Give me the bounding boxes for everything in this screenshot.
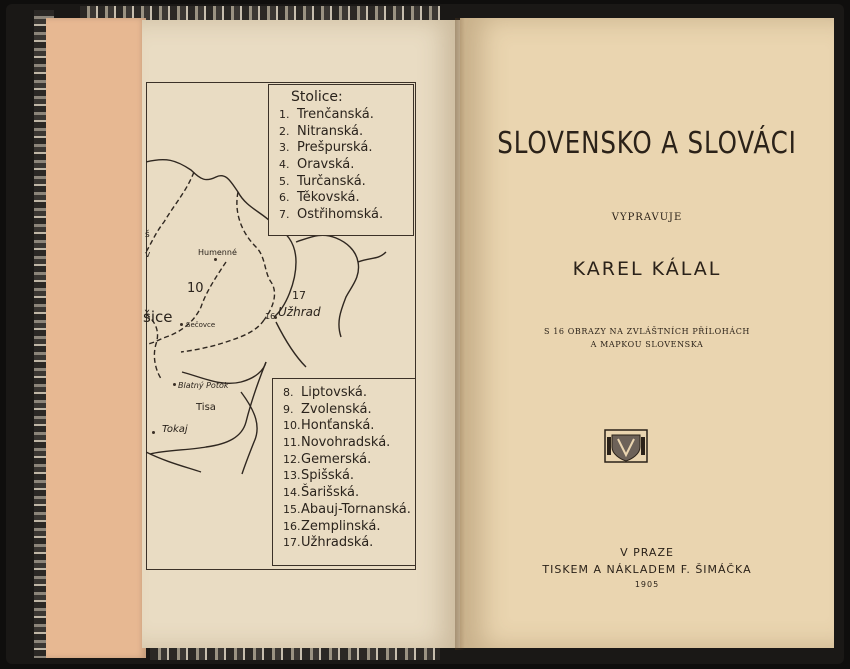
map-label-uzhrad: Užhrad (278, 305, 321, 319)
legend-county-item (283, 402, 411, 419)
author-name: KAREL KÁLAL (572, 258, 722, 280)
publisher-emblem-icon (604, 429, 648, 463)
legend-county-item (279, 174, 383, 191)
legend-county-item (279, 207, 383, 224)
legend-county-number: 11. (283, 436, 301, 450)
marbled-board-bottom (150, 646, 440, 660)
legend-county-item (283, 385, 411, 402)
legend-title: Stolice: (291, 89, 343, 105)
legend-county-name: Nitranská. (297, 123, 364, 139)
map-label-tisa: Tisa (196, 402, 216, 413)
map-label-region-17: 17 (292, 289, 306, 302)
map-label-secovce: Sečovce (186, 321, 216, 329)
legend-county-name: Těkovská. (297, 190, 360, 206)
imprint-city: V PRAZE (620, 546, 674, 559)
legend-county-name: Oravská. (297, 157, 355, 173)
legend-county-name: Gemerská. (301, 451, 372, 467)
border-line (271, 222, 296, 317)
map-town-dot (173, 383, 176, 386)
legend-county-name: Turčanská. (297, 173, 366, 189)
map-label-blatny-potok: Blatný Potok (178, 381, 229, 390)
legend-county-name: Zvolenská. (301, 401, 372, 417)
legend-county-number: 1. (279, 108, 290, 121)
legend-county-name: Prešpurská. (297, 140, 373, 156)
legend-county-item (279, 107, 383, 124)
legend-list (279, 107, 383, 224)
legend-list (283, 385, 411, 552)
book-title: SLOVENSKO A SLOVÁCI (497, 126, 797, 161)
legend-county-number: 6. (279, 191, 290, 205)
legend-county-number: 9. (283, 402, 294, 416)
legend-county-number: 16. (283, 519, 301, 533)
border-line (146, 160, 271, 222)
legend-county-item (283, 418, 411, 435)
legend-county-number: 8. (283, 386, 294, 399)
imprint-year: 1905 (634, 580, 660, 589)
legend-county-item (279, 190, 383, 207)
map-label-sice: šice (143, 308, 173, 326)
map-town-dot (180, 323, 183, 326)
legend-county-number: 5. (279, 174, 290, 188)
legend-county-name: Liptovská. (301, 385, 368, 400)
map-label-tokaj: Tokaj (162, 424, 188, 435)
map-town-dot (214, 258, 217, 261)
legend-county-name: Ostřihomská. (297, 207, 384, 223)
border-line (146, 172, 194, 252)
river-line (276, 322, 306, 367)
map-label-edge-s: š (145, 230, 150, 240)
legend-county-name: Trenčanská. (297, 107, 374, 122)
legend-county-name: Užhradská. (301, 535, 374, 551)
legend-county-name: Spišská. (301, 468, 355, 484)
legend-county-item (279, 124, 383, 141)
map-note: A MAPKOU SLOVENSKA (590, 340, 704, 349)
legend-county-name: Šarišská. (301, 485, 360, 501)
legend-county-number: 2. (279, 124, 290, 138)
endpaper (46, 18, 146, 658)
legend-county-item (283, 535, 411, 552)
legend-county-item (283, 435, 411, 452)
border-line (358, 252, 386, 262)
border-line (296, 235, 359, 337)
river-line (146, 452, 201, 472)
legend-county-item (283, 452, 411, 469)
map-label-humenne: Humenné (198, 248, 237, 257)
legend-county-number: 15. (283, 502, 301, 516)
legend-county-number: 4. (279, 158, 290, 172)
river-line (241, 392, 257, 474)
legend-county-item (283, 485, 411, 502)
legend-county-number: 13. (283, 469, 301, 483)
legend-county-number: 3. (279, 141, 290, 155)
map-legend-counties-1-7 (268, 84, 414, 236)
map-label-edge-v: v (145, 250, 151, 260)
legend-county-item (279, 157, 383, 174)
map-town-dot (152, 431, 155, 434)
legend-county-number: 7. (279, 208, 290, 222)
legend-county-number: 12. (283, 452, 301, 466)
map-label-16: 16 (265, 312, 276, 321)
legend-county-number: 14. (283, 486, 301, 500)
legend-county-number: 10. (283, 419, 301, 433)
legend-county-item (283, 468, 411, 485)
legend-county-item (283, 519, 411, 536)
map-label-region-10: 10 (187, 281, 204, 296)
legend-county-name: Novohradská. (301, 435, 391, 451)
legend-county-item (279, 140, 383, 157)
imprint-publisher: TISKEM A NÁKLADEM F. ŠIMÁČKA (542, 563, 752, 576)
legend-county-name: Honťanská. (301, 418, 375, 434)
legend-county-number: 17. (283, 536, 301, 550)
legend-county-name: Abauj-Tornanská. (301, 501, 411, 517)
map-legend-counties-8-17 (272, 378, 416, 566)
byline-label: VYPRAVUJE (611, 212, 683, 223)
border-line (146, 262, 226, 344)
legend-county-item (283, 502, 411, 519)
illustrations-note: S 16 OBRAZY NA ZVLÁŠTNÍCH PŘÍLOHÁCH (543, 327, 751, 336)
legend-county-name: Zemplinská. (301, 518, 381, 534)
